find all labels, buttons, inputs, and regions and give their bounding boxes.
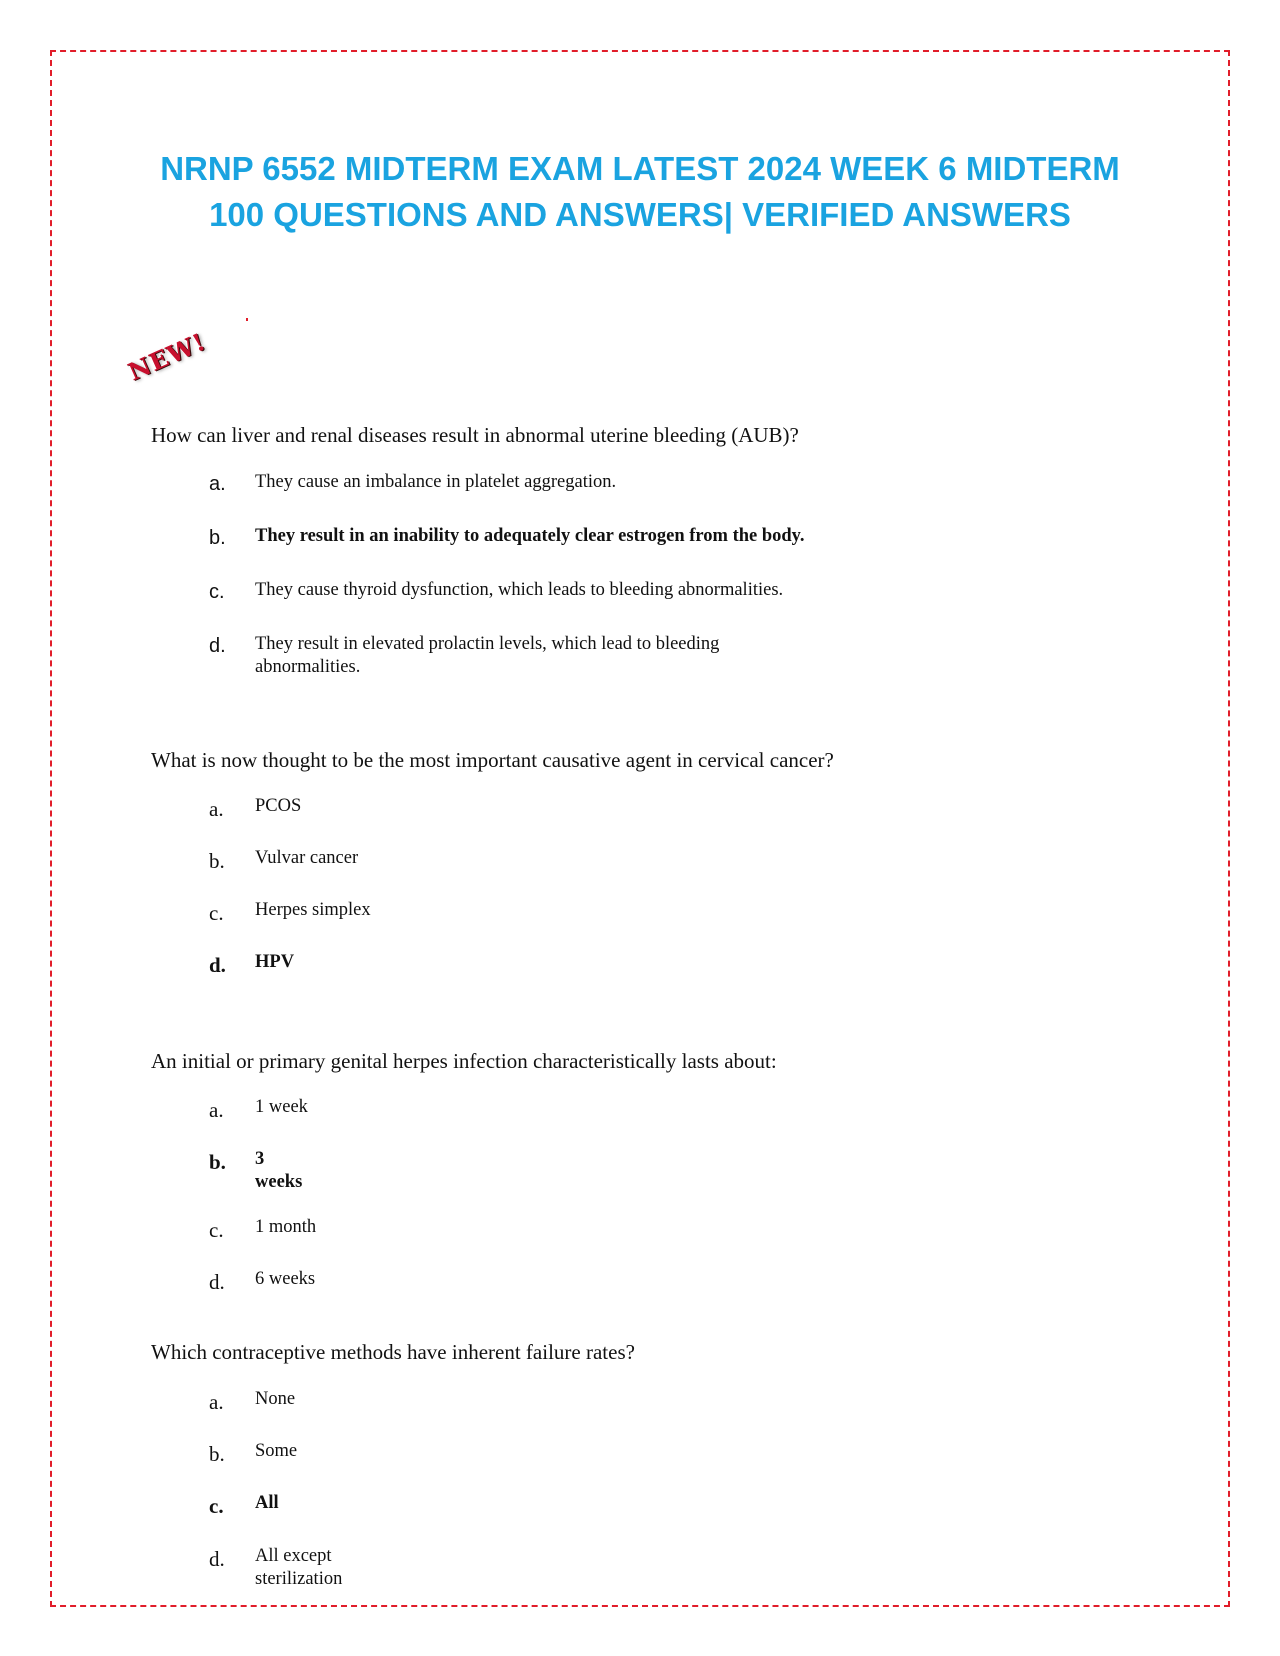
option-letter: c. xyxy=(209,901,224,925)
question-3: An initial or primary genital herpes infection characteristically lasts about: xyxy=(151,1049,777,1073)
option-text: Some xyxy=(255,1441,298,1461)
option-text-correct: HPV xyxy=(255,952,295,972)
option-text: 1 month xyxy=(255,1217,317,1237)
option-letter: c. xyxy=(209,1218,224,1242)
option-text: None xyxy=(255,1389,296,1409)
option-letter: a. xyxy=(209,797,224,821)
option-text: Herpes simplex xyxy=(255,900,371,920)
option-text: All except sterilization xyxy=(255,1546,343,1589)
option-letter: c. xyxy=(209,581,225,603)
option-text-correct: 3 weeks xyxy=(255,1149,303,1192)
document-title xyxy=(100,146,1180,238)
option-letter: b. xyxy=(209,1150,226,1174)
option-text-correct: They result in an inability to adequately clear estrogen from the body. xyxy=(255,526,805,546)
option-text: PCOS xyxy=(255,796,302,816)
option-text: 1 week xyxy=(255,1097,308,1117)
option-letter: d. xyxy=(209,635,226,657)
option-letter: a. xyxy=(209,473,226,495)
page-border xyxy=(50,50,1230,1607)
option-text: They result in elevated prolactin levels, which lead to bleeding abnormalities. xyxy=(255,634,720,677)
red-dot xyxy=(246,318,248,321)
option-letter: b. xyxy=(209,849,225,873)
question-2: What is now thought to be the most important causative agent in cervical cancer? xyxy=(151,748,834,772)
option-text: They cause an imbalance in platelet aggregation. xyxy=(255,472,617,492)
title-line-1: NRNP 6552 MIDTERM EXAM LATEST 2024 WEEK 6 MIDTERM xyxy=(160,150,1120,187)
option-letter: b. xyxy=(209,1442,225,1466)
option-text: 6 weeks xyxy=(255,1269,316,1289)
option-letter: d. xyxy=(209,1547,225,1571)
option-letter: a. xyxy=(209,1390,224,1414)
option-text: Vulvar cancer xyxy=(255,848,359,868)
option-letter: a. xyxy=(209,1098,224,1122)
option-letter: d. xyxy=(209,953,226,977)
question-4: Which contraceptive methods have inherent failure rates? xyxy=(151,1340,635,1364)
question-1: How can liver and renal diseases result in abnormal uterine bleeding (AUB)? xyxy=(151,423,799,447)
option-letter: b. xyxy=(209,527,226,549)
new-badge-icon: NEW! xyxy=(123,326,211,387)
option-letter: d. xyxy=(209,1270,225,1294)
option-letter: c. xyxy=(209,1494,224,1518)
option-text-correct: All xyxy=(255,1493,279,1513)
title-line-2: 100 QUESTIONS AND ANSWERS| VERIFIED ANSWERS xyxy=(209,196,1071,233)
option-text: They cause thyroid dysfunction, which leads to bleeding abnormalities. xyxy=(255,580,784,600)
